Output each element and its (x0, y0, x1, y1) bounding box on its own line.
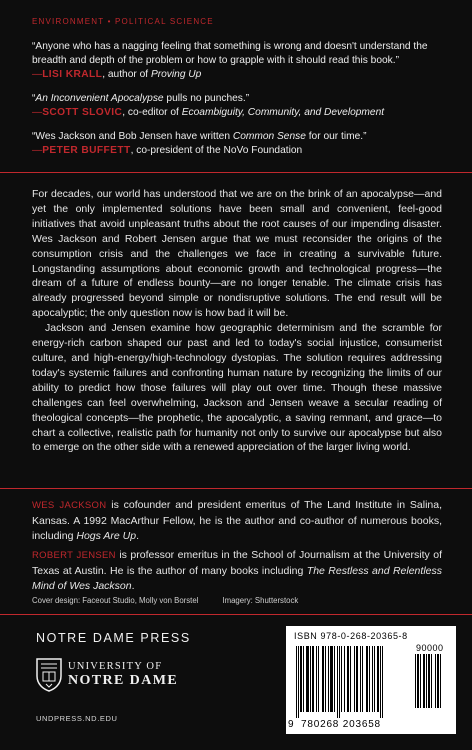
blurb-quote: “Anyone who has a nagging feeling that something is wrong and doesn't understand the breadth and depth of the problem or how to grapple with it should read this book.” (32, 41, 428, 66)
divider-bottom (0, 614, 472, 615)
isbn-label: ISBN 978-0-268-20365-8 (294, 631, 408, 641)
endorsements (32, 40, 442, 168)
barcode (286, 626, 456, 734)
publisher-url: UNDPRESS.ND.EDU (36, 714, 118, 723)
author-bios (32, 498, 442, 597)
blurb-author: SCOTT SLOVIC (42, 107, 123, 118)
description-paragraph: For decades, our world has understood that we are on the brink of an apocalypse—and yet the only implemented solutions have been small and convenient, feel-good initiatives that avoid unpleasant truths about the root causes of our impending disaster. Wes Jackson and Robert Jensen argue that we must reconsider the origins of the consumption crisis and the challenges we face in creating a survivable future. Longstanding assumptions about economic growth and technological progress—the dream of a future of endless bounty—are no longer tenable. The climate crisis has already progressed beyond simple or nondisruptive solutions. The end result will be apocalyptic; the only question now is how bad it will be. (32, 188, 442, 320)
addon-barcode-bars (415, 654, 449, 714)
divider-middle (0, 488, 472, 489)
ean-barcode-bars (296, 646, 410, 718)
description-paragraph: Jackson and Jensen examine how geographic determinism and the scramble for energy-rich carbon shaped our past and led to today's social injustice, consumerist culture, and high-energy/high-technology dystopias. The solution requires addressing today's systemic failures and confronting human nature by recognizing the limits of our ability to predict how those failures will play out over time. Though these massive challenges can feel overwhelming, Jackson and Jensen weave a secular reading of theological concepts—the prophetic, the apocalyptic, a saving remnant, and grace—to chart a collective, realistic path for humanity not only to survive our apocalypse but also to emerge on the other side with a renewed appreciation of the larger living world. (32, 322, 442, 454)
blurb-book-title: Proving Up (150, 69, 202, 80)
book-description (32, 187, 442, 455)
bio-jackson: WES JACKSON is cofounder and president emeritus of The Land Institute in Salina, Kansas. A 1992 MacArthur Fellow, he is the author and co-author of numerous books, including Hogs Are Up. (32, 499, 443, 542)
cover-credits: Cover design: Faceout Studio, Molly von Borstel Imagery: Shutterstock (32, 596, 299, 605)
category-label: ENVIRONMENT • POLITICAL SCIENCE (32, 17, 214, 26)
shield-icon (36, 658, 62, 692)
blurb-quote-title: Common Sense (232, 131, 306, 142)
blurb-book-title: Ecoambiguity, Community, and Development (181, 107, 385, 118)
price-addon-digits: 90000 (416, 643, 444, 653)
blurb-quote-title: An Inconvenient Apocalypse (35, 93, 164, 104)
blurb-buffett: “Wes Jackson and Bob Jensen have written Common Sense for our time.” —PETER BUFFETT, co-president of the NoVo Foundation (32, 131, 367, 156)
blurb-krall: “Anyone who has a nagging feeling that something is wrong and doesn't understand the breadth and depth of the problem or how to grapple with it should read this book.” —LISI KRALL, author of Proving Up (32, 41, 428, 80)
publisher-name: NOTRE DAME PRESS (36, 631, 191, 645)
ean-digits: 780268 203658 (301, 719, 381, 730)
blurb-author: LISI KRALL (42, 69, 103, 80)
blurb-slovic: “An Inconvenient Apocalypse pulls no punches.” —SCOTT SLOVIC, co-editor of Ecoambiguity, Community, and Development (32, 93, 385, 118)
university-logo: UNIVERSITY OF NOTRE DAME (36, 658, 178, 692)
bio-jensen: ROBERT JENSEN is professor emeritus in the School of Journalism at the University of Texas at Austin. He is the author of many books including The Restless and Relentless Mind of Wes Jackson. (32, 548, 442, 592)
ean-first-digit: 9 (288, 719, 295, 730)
divider-top (0, 172, 472, 173)
blurb-author: PETER BUFFETT (42, 145, 131, 156)
